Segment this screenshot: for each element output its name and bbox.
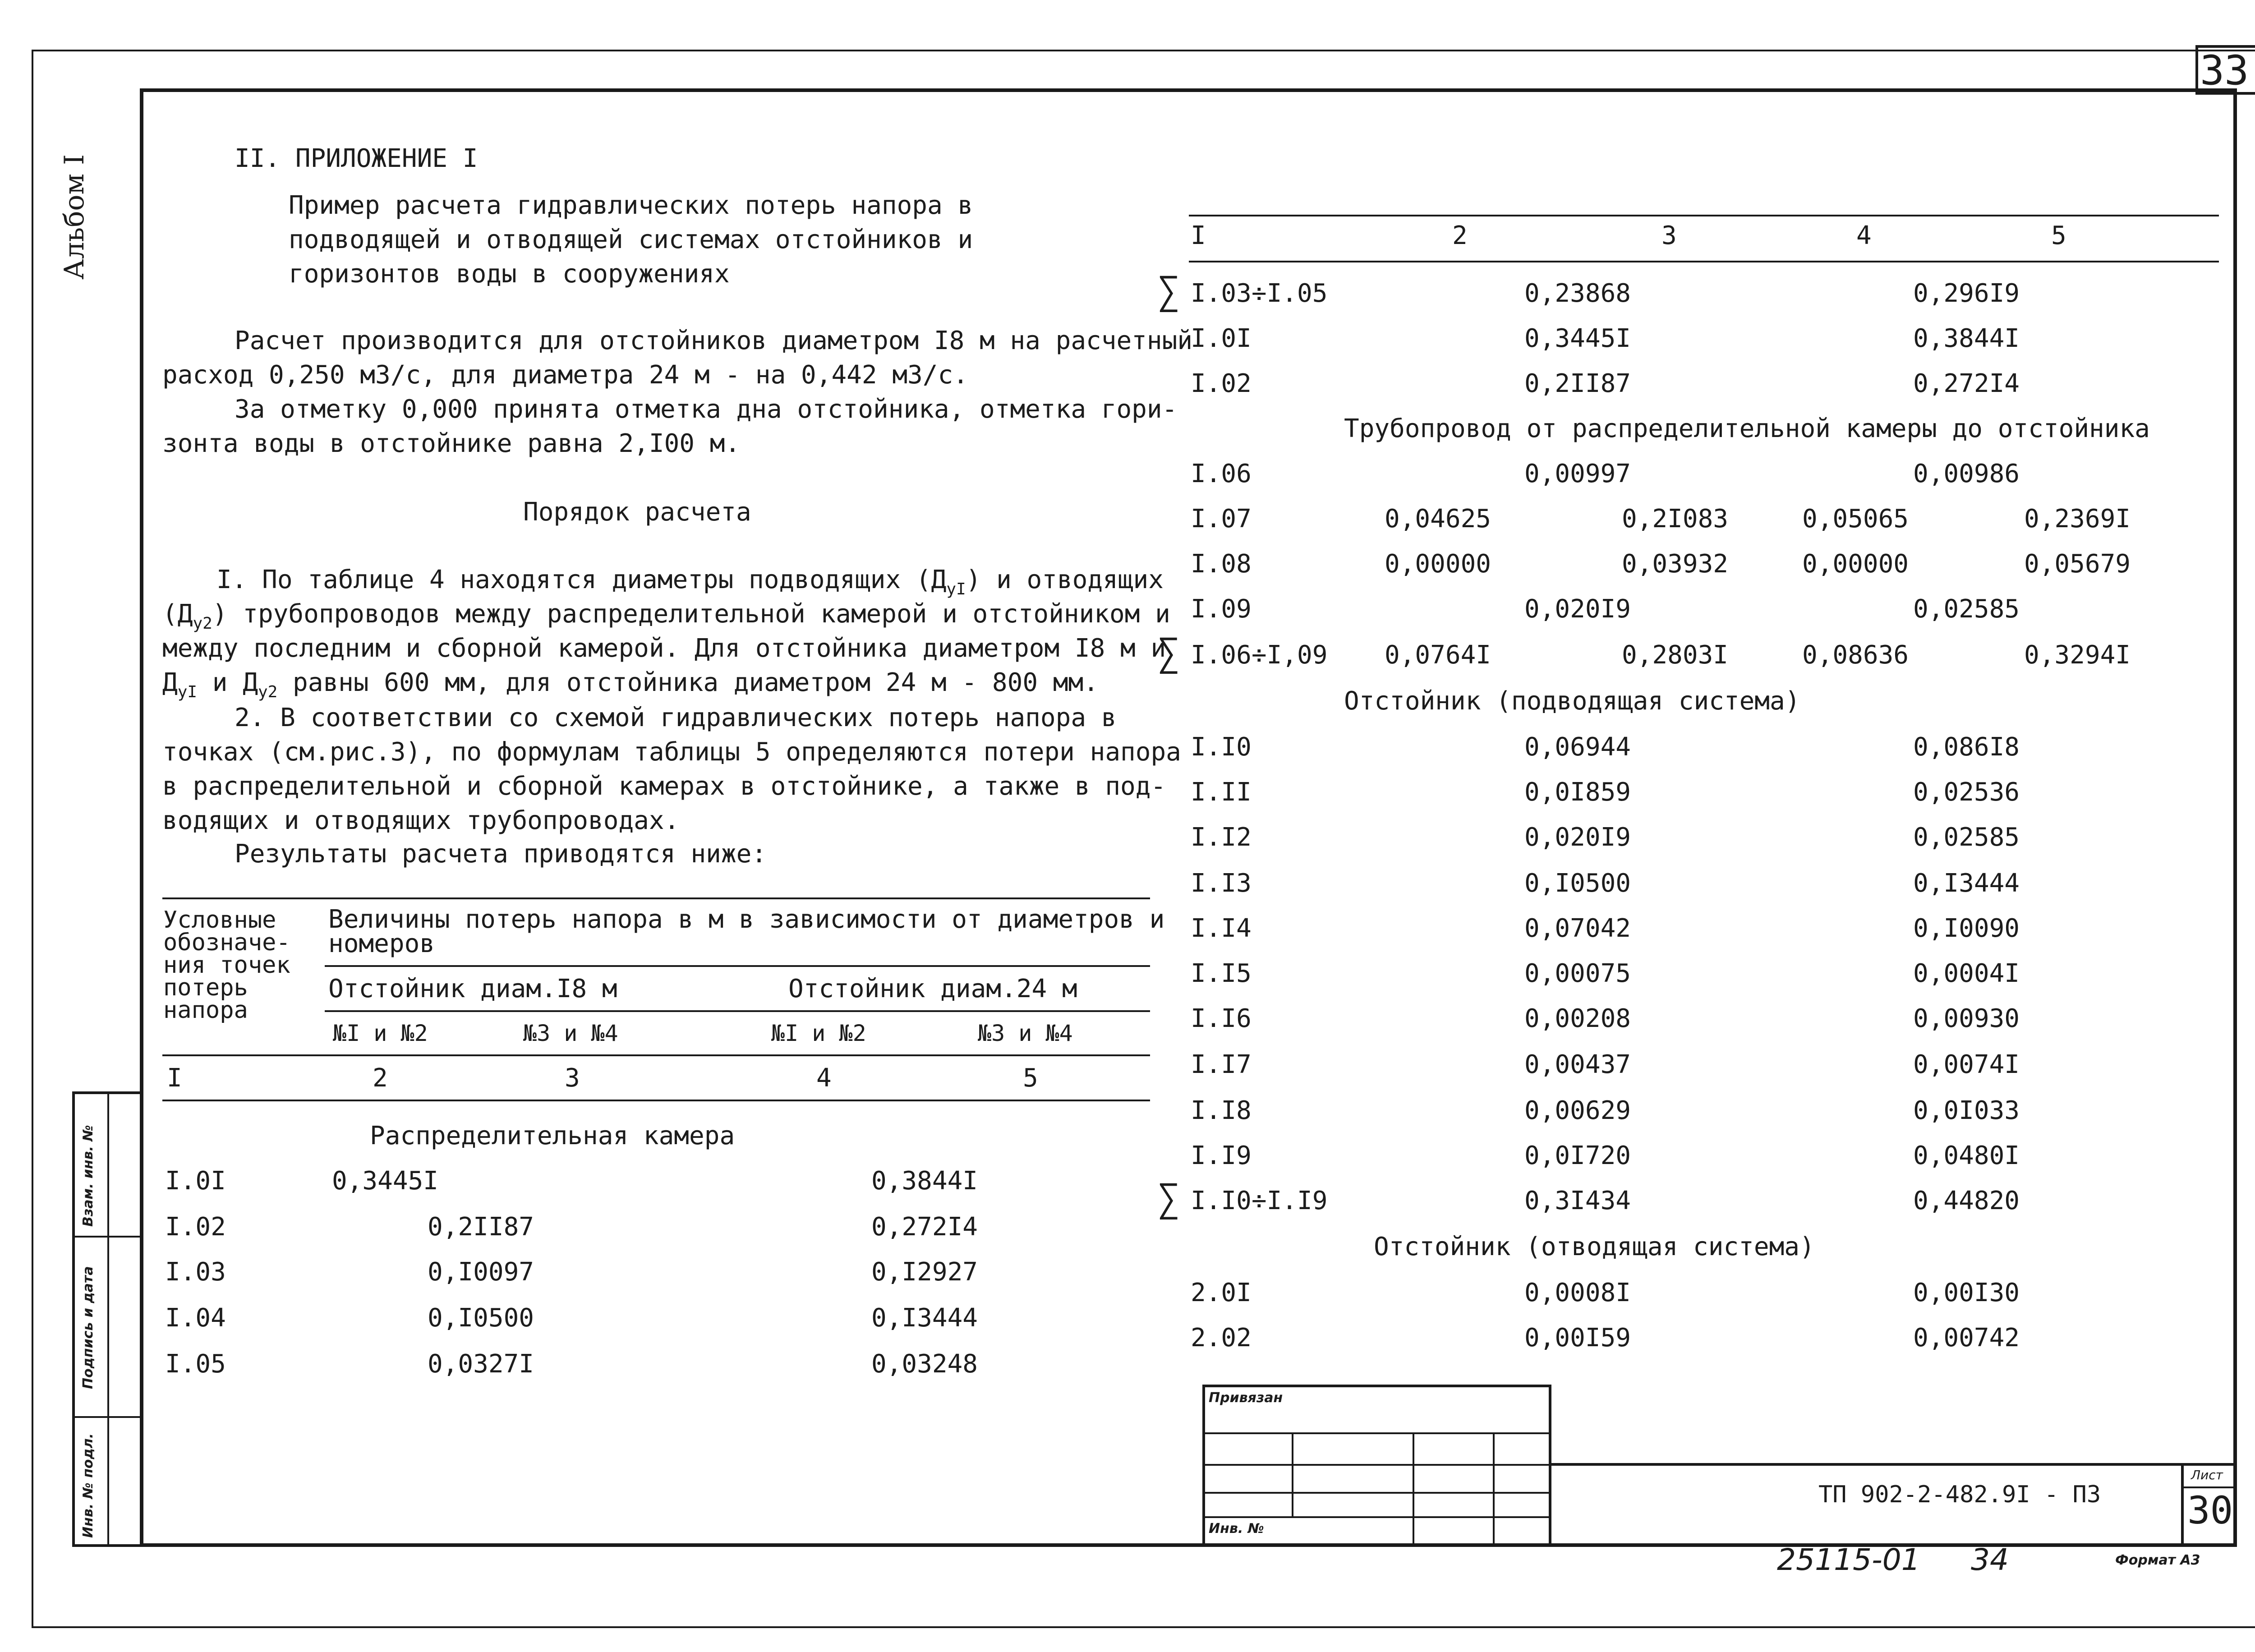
row-label: I.I0 (1191, 732, 1252, 762)
row-label: I.I2 (1191, 823, 1252, 852)
value-col4: 0,05065 (1802, 504, 1909, 534)
left-table-numbers-rule (162, 1100, 1150, 1101)
row-label: I.I3 (1191, 869, 1252, 898)
step1-line1: I. По таблице 4 находятся диаметры подводящих $(Д_{уI})$ и отводящих (216, 565, 1164, 598)
row-label: I.03 (165, 1257, 226, 1287)
value-24: 0,00986 (1913, 459, 2020, 488)
value-18: 0,2II87 (1524, 369, 1631, 398)
value-18: 0,I0097 (428, 1257, 534, 1287)
left-table-top-rule (162, 897, 1150, 899)
row-label: I.I0÷I.I9 (1191, 1186, 1328, 1215)
stamp-inv-no: Инв. № (1209, 1521, 1264, 1537)
order-heading: Порядок расчета (523, 497, 751, 527)
row-label: I.03÷I.05 (1191, 279, 1328, 308)
value-18: 0,3445I (332, 1166, 439, 1196)
left-table-group-rule (325, 965, 1150, 967)
step2-line: Результаты расчета приводятся ниже: (235, 839, 767, 869)
stamp-rule (1202, 1492, 1551, 1494)
right-table-top-rule (1189, 215, 2219, 216)
right-section-in: Отстойник (подводящая система) (1344, 686, 1800, 716)
row-label: I.I4 (1191, 914, 1252, 943)
doc-code: ТП 902-2-482.9I - ПЗ (1818, 1481, 2101, 1508)
value-24: 0,0074I (1913, 1050, 2020, 1079)
row-label: I.I5 (1191, 959, 1252, 988)
intro-line: За отметку 0,000 принята отметка дна отстойника, отметка гори- (235, 395, 1178, 424)
value-24: 0,I0090 (1913, 914, 2020, 943)
value-col2: 0,00000 (1385, 549, 1491, 579)
stamp-rule (1202, 1516, 1551, 1518)
step2-line: 2. В соответствии со схемой гидравлических потерь напора в (235, 703, 1117, 732)
left-section-title: Распределительная камера (370, 1121, 735, 1150)
step1-line3: между последним и сборной камерой. Для отстойника диаметром I8 м и (162, 634, 1166, 663)
right-col-number: 2 (1452, 221, 1468, 250)
value-24: 0,00930 (1913, 1004, 2020, 1033)
step2-line: водящих и отводящих трубопроводах. (162, 806, 680, 835)
archive-number: 25115-01 (1777, 1542, 1920, 1577)
value-24: 0,02536 (1913, 778, 2020, 807)
value-col3: 0,2I083 (1622, 504, 1729, 534)
value-24: 0,I2927 (871, 1257, 978, 1287)
value-col4: 0,00000 (1802, 549, 1909, 579)
left-col-number: 4 (816, 1063, 832, 1093)
value-24: 0,02585 (1913, 823, 2020, 852)
sheet-divider (2181, 1463, 2184, 1547)
value-18: 0,0I859 (1524, 778, 1631, 807)
right-section-out: Отстойник (отводящая система) (1374, 1232, 1815, 1261)
row-label: I.06÷I,09 (1191, 640, 1328, 670)
value-24: 0,I3444 (871, 1303, 978, 1333)
page-number: 33 (2200, 47, 2249, 94)
sigma-icon: ∑ (1157, 1176, 1180, 1220)
row-label: I.0I (165, 1166, 226, 1196)
left-table-group-24: Отстойник диам.24 м (788, 974, 1077, 1003)
value-18: 0,00629 (1524, 1096, 1631, 1125)
value-18: 0,06944 (1524, 732, 1631, 762)
value-24: 0,00742 (1913, 1323, 2020, 1353)
stamp-rule (1292, 1432, 1293, 1516)
value-col5: 0,2369I (2024, 504, 2131, 534)
value-18: 0,00997 (1524, 459, 1631, 488)
row-label: I.05 (165, 1349, 226, 1379)
value-24: 0,44820 (1913, 1186, 2020, 1215)
row-label: I.07 (1191, 504, 1252, 534)
side-stamp-podpis: Подпись и дата (80, 1266, 96, 1389)
title-block-top (1551, 1463, 2237, 1466)
right-col-number: I (1191, 221, 1206, 250)
value-col4: 0,08636 (1802, 640, 1909, 670)
row-label: I.I9 (1191, 1141, 1252, 1170)
value-24: 0,02585 (1913, 594, 2020, 624)
step2-line: в распределительной и сборной камерах в отстойнике, а также в под- (162, 772, 1166, 801)
row-label: 2.0I (1191, 1278, 1252, 1307)
value-col3: 0,2803I (1622, 640, 1729, 670)
left-col-number: I (167, 1063, 182, 1093)
section-title-line: Пример расчета гидравлических потерь напора в (289, 191, 973, 220)
format-label: Формат А3 (2115, 1552, 2200, 1568)
row-label: I.02 (1191, 369, 1252, 398)
value-24: 0,00I30 (1913, 1278, 2020, 1307)
right-col-number: 4 (1856, 221, 1872, 250)
row-label: I.06 (1191, 459, 1252, 488)
value-18: 0,3445I (1524, 324, 1631, 353)
left-table-group-18: Отстойник диам.I8 м (328, 974, 617, 1003)
left-col-number: 3 (565, 1063, 580, 1093)
value-col5: 0,3294I (2024, 640, 2131, 670)
sigma-icon: ∑ (1157, 630, 1180, 675)
stamp-rule (1493, 1432, 1495, 1547)
value-24: 0,296I9 (1913, 279, 2020, 308)
right-col-number: 5 (2051, 221, 2066, 250)
value-18: 0,0I720 (1524, 1141, 1631, 1170)
section-title-line: подводящей и отводящей системах отстойников и (289, 225, 973, 254)
section-heading: II. ПРИЛОЖЕНИЕ I (235, 144, 478, 173)
side-stamp-divider (107, 1091, 109, 1547)
step1-line2: $(Д_{у2})$ трубопроводов между распределительной камерой и отстойником и (162, 599, 1170, 633)
value-18: 0,I0500 (428, 1303, 534, 1333)
left-col-number: 2 (373, 1063, 388, 1093)
value-col5: 0,05679 (2024, 549, 2131, 579)
left-table-sub-34: №3 и №4 (978, 1020, 1073, 1046)
intro-line: Расчет производится для отстойников диаметром I8 м на расчетный (235, 326, 1193, 355)
archive-page: 34 (1971, 1542, 2009, 1577)
intro-line: зонта воды в отстойнике равна 2,I00 м. (162, 429, 741, 458)
row-label: I.0I (1191, 324, 1252, 353)
value-col3: 0,03932 (1622, 549, 1729, 579)
stamp-rule (1202, 1464, 1551, 1466)
right-col-number: 3 (1661, 221, 1677, 250)
row-label: I.02 (165, 1212, 226, 1242)
side-stamp-vzam: Взам. инв. № (80, 1125, 96, 1227)
left-table-main-header: Величины потерь напора в м в зависимости от диаметров и номеров (328, 905, 1165, 958)
value-col2: 0,0764I (1385, 640, 1491, 670)
value-18: 0,00208 (1524, 1004, 1631, 1033)
row-label: I.I7 (1191, 1050, 1252, 1079)
value-24: 0,272I4 (1913, 369, 2020, 398)
sigma-icon: ∑ (1157, 269, 1180, 313)
value-18: 0,07042 (1524, 914, 1631, 943)
row-label: 2.02 (1191, 1323, 1252, 1353)
left-table-sub-12: №I и №2 (771, 1020, 866, 1046)
value-col2: 0,04625 (1385, 504, 1491, 534)
value-24: 0,0480I (1913, 1141, 2020, 1170)
right-section-pipe: Трубопровод от распределительной камеры до отстойника (1344, 414, 2150, 443)
album-label: Альбом I (59, 154, 90, 280)
value-18: 0,0008I (1524, 1278, 1631, 1307)
step1-line4: $Д_{уI}$ и $Д_{у2}$ равны 600 мм, для отстойника диаметром 24 м - 800 мм. (162, 668, 1099, 701)
value-24: 0,I3444 (1913, 869, 2020, 898)
left-table-sub-34: №3 и №4 (523, 1020, 618, 1046)
left-col-number: 5 (1023, 1063, 1038, 1093)
stamp-privyazan: Привязан (1209, 1390, 1283, 1406)
right-table-header-rule (1189, 261, 2219, 262)
value-24: 0,3844I (871, 1166, 978, 1196)
row-label: I.I8 (1191, 1096, 1252, 1125)
value-24: 0,3844I (1913, 324, 2020, 353)
step2-line: точках (см.рис.3), по формулам таблицы 5 определяются потери напора (162, 737, 1181, 767)
value-24: 0,0004I (1913, 959, 2020, 988)
row-label: I.09 (1191, 594, 1252, 624)
stamp-rule (1202, 1432, 1551, 1434)
value-18: 0,3I434 (1524, 1186, 1631, 1215)
value-18: 0,2II87 (428, 1212, 534, 1242)
value-18: 0,020I9 (1524, 823, 1631, 852)
row-label: I.I6 (1191, 1004, 1252, 1033)
value-18: 0,00I59 (1524, 1323, 1631, 1353)
value-24: 0,0I033 (1913, 1096, 2020, 1125)
intro-line: расход 0,250 м3/с, для диаметра 24 м - на 0,442 м3/с. (162, 360, 968, 390)
sheet-label: Лист (2191, 1468, 2223, 1482)
row-label: I.08 (1191, 549, 1252, 579)
value-18: 0,I0500 (1524, 869, 1631, 898)
left-table-header-bottom (162, 1054, 1150, 1056)
stamp-rule (1413, 1432, 1414, 1547)
row-label: I.II (1191, 778, 1252, 807)
value-24: 0,086I8 (1913, 732, 2020, 762)
value-18: 0,23868 (1524, 279, 1631, 308)
value-18: 0,00075 (1524, 959, 1631, 988)
value-18: 0,00437 (1524, 1050, 1631, 1079)
value-24: 0,272I4 (871, 1212, 978, 1242)
left-table-col1-header: Условные обозначе- ния точек потерь напора (163, 907, 290, 1024)
section-title-line: горизонтов воды в сооружениях (289, 259, 730, 289)
side-stamp-inv-podl: Инв. № подл. (80, 1433, 96, 1538)
sheet-number: 30 (2187, 1488, 2233, 1532)
value-18: 0,020I9 (1524, 594, 1631, 624)
left-table-sub-12: №I и №2 (333, 1020, 428, 1046)
value-24: 0,03248 (871, 1349, 978, 1379)
value-18: 0,0327I (428, 1349, 534, 1379)
row-label: I.04 (165, 1303, 226, 1333)
left-table-sub-rule (325, 1010, 1150, 1012)
